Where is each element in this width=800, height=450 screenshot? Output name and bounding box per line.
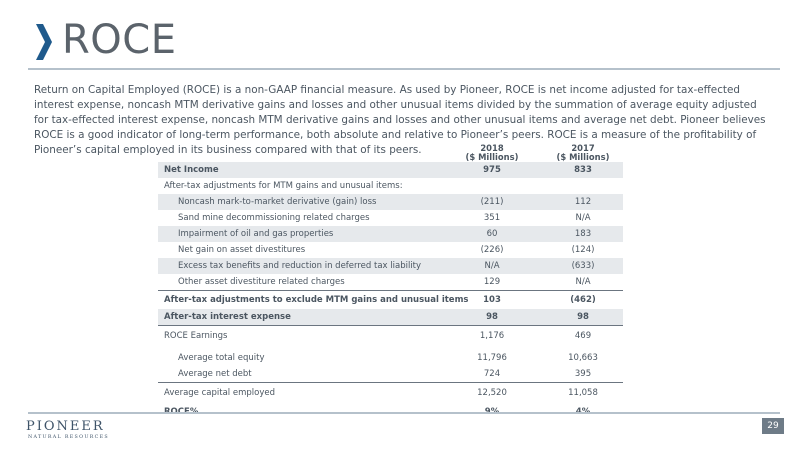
column-header-2018 bbox=[452, 144, 532, 162]
row-value-2018: 98 bbox=[486, 312, 498, 322]
row-value-2017: 469 bbox=[574, 331, 592, 341]
table-row bbox=[158, 210, 623, 226]
page-number-badge: 29 bbox=[762, 418, 784, 434]
row-label: Average capital employed bbox=[164, 388, 275, 398]
table-row bbox=[158, 383, 623, 403]
row-value-2018: 11,796 bbox=[477, 353, 507, 363]
row-value-2017: 11,058 bbox=[568, 388, 598, 398]
row-value-2017: 833 bbox=[574, 165, 592, 175]
table-row bbox=[158, 258, 623, 274]
row-value-2018: 724 bbox=[483, 369, 501, 379]
row-label: Average net debt bbox=[178, 369, 252, 379]
row-label: Noncash mark-to-market derivative (gain) loss bbox=[178, 197, 377, 207]
table-row bbox=[158, 274, 623, 290]
row-label: Net Income bbox=[164, 165, 219, 175]
row-value-2017: (124) bbox=[571, 245, 595, 255]
logo-tagline: NATURAL RESOURCES bbox=[28, 435, 109, 440]
table-row bbox=[158, 291, 623, 309]
chevron-right-icon bbox=[34, 22, 54, 62]
row-value-2017: 395 bbox=[574, 369, 592, 379]
row-value-2018: 351 bbox=[483, 213, 501, 223]
intro-paragraph: Return on Capital Employed (ROCE) is a non-GAAP financial measure. As used by Pioneer, ROCE is net income adjusted for tax-effected interest expense, noncash MTM derivative gains and losses and other unusual items divided by the summation of average equity adjusted for tax-effected interest expense, noncash MTM derivative gains and losses and other unusual items and average net debt. Pioneer believes ROCE is a good indicator of long-term performance, both absolute and relative to Pioneer’s peers. ROCE is a measure of the profitability of Pioneer’s capital employed in its business compared with that of its peers. bbox=[34, 84, 766, 156]
table-row bbox=[158, 366, 623, 382]
row-value-2018: N/A bbox=[484, 261, 500, 271]
row-value-2018: (226) bbox=[480, 245, 504, 255]
table-row bbox=[158, 178, 623, 194]
footer-divider bbox=[28, 412, 780, 414]
row-label: ROCE Earnings bbox=[164, 331, 228, 341]
row-value-2018: 12,520 bbox=[477, 388, 507, 398]
logo-wordmark: PIONEER bbox=[26, 419, 105, 434]
table-column-headers bbox=[158, 144, 623, 162]
row-value-2017: 183 bbox=[574, 229, 592, 239]
table-row bbox=[158, 162, 623, 178]
table-row bbox=[158, 309, 623, 325]
row-value-2017: N/A bbox=[575, 213, 591, 223]
row-value-2017: N/A bbox=[575, 277, 591, 287]
row-value-2018: 975 bbox=[483, 165, 501, 175]
row-value-2017: 98 bbox=[577, 312, 589, 322]
table-row bbox=[158, 350, 623, 366]
table-row bbox=[158, 242, 623, 258]
column-unit: ($ Millions) bbox=[556, 152, 610, 162]
row-value-2017: (462) bbox=[570, 295, 596, 305]
row-value-2017: 10,663 bbox=[568, 353, 598, 363]
row-label: Net gain on asset divestitures bbox=[178, 245, 306, 255]
row-label: Sand mine decommissioning related charges bbox=[178, 213, 370, 223]
row-label: After-tax adjustments to exclude MTM gains and unusual items bbox=[164, 295, 469, 305]
header-divider bbox=[28, 68, 780, 70]
row-value-2018: (211) bbox=[480, 197, 504, 207]
table-row bbox=[158, 194, 623, 210]
page-title: ROCE bbox=[62, 17, 177, 63]
row-value-2018: 60 bbox=[486, 229, 498, 239]
row-label: Other asset divestiture related charges bbox=[178, 277, 345, 287]
column-header-2017 bbox=[543, 144, 623, 162]
row-label: Excess tax benefits and reduction in deferred tax liability bbox=[178, 261, 422, 271]
table-row bbox=[158, 226, 623, 242]
row-label: Average total equity bbox=[178, 353, 265, 363]
row-label: After-tax interest expense bbox=[164, 312, 291, 322]
row-value-2018: 129 bbox=[483, 277, 501, 287]
row-value-2018: 1,176 bbox=[479, 331, 505, 341]
company-logo bbox=[26, 420, 109, 441]
table-row bbox=[158, 326, 623, 346]
column-unit: ($ Millions) bbox=[465, 152, 519, 162]
row-label: Impairment of oil and gas properties bbox=[178, 229, 334, 239]
row-value-2017: (633) bbox=[571, 261, 595, 271]
row-label: After-tax adjustments for MTM gains and unusual items: bbox=[164, 181, 403, 191]
row-value-2017: 112 bbox=[574, 197, 592, 207]
column-year: 2017 bbox=[571, 143, 595, 153]
roce-table bbox=[158, 144, 623, 421]
row-value-2018: 103 bbox=[483, 295, 501, 305]
column-year: 2018 bbox=[480, 143, 504, 153]
